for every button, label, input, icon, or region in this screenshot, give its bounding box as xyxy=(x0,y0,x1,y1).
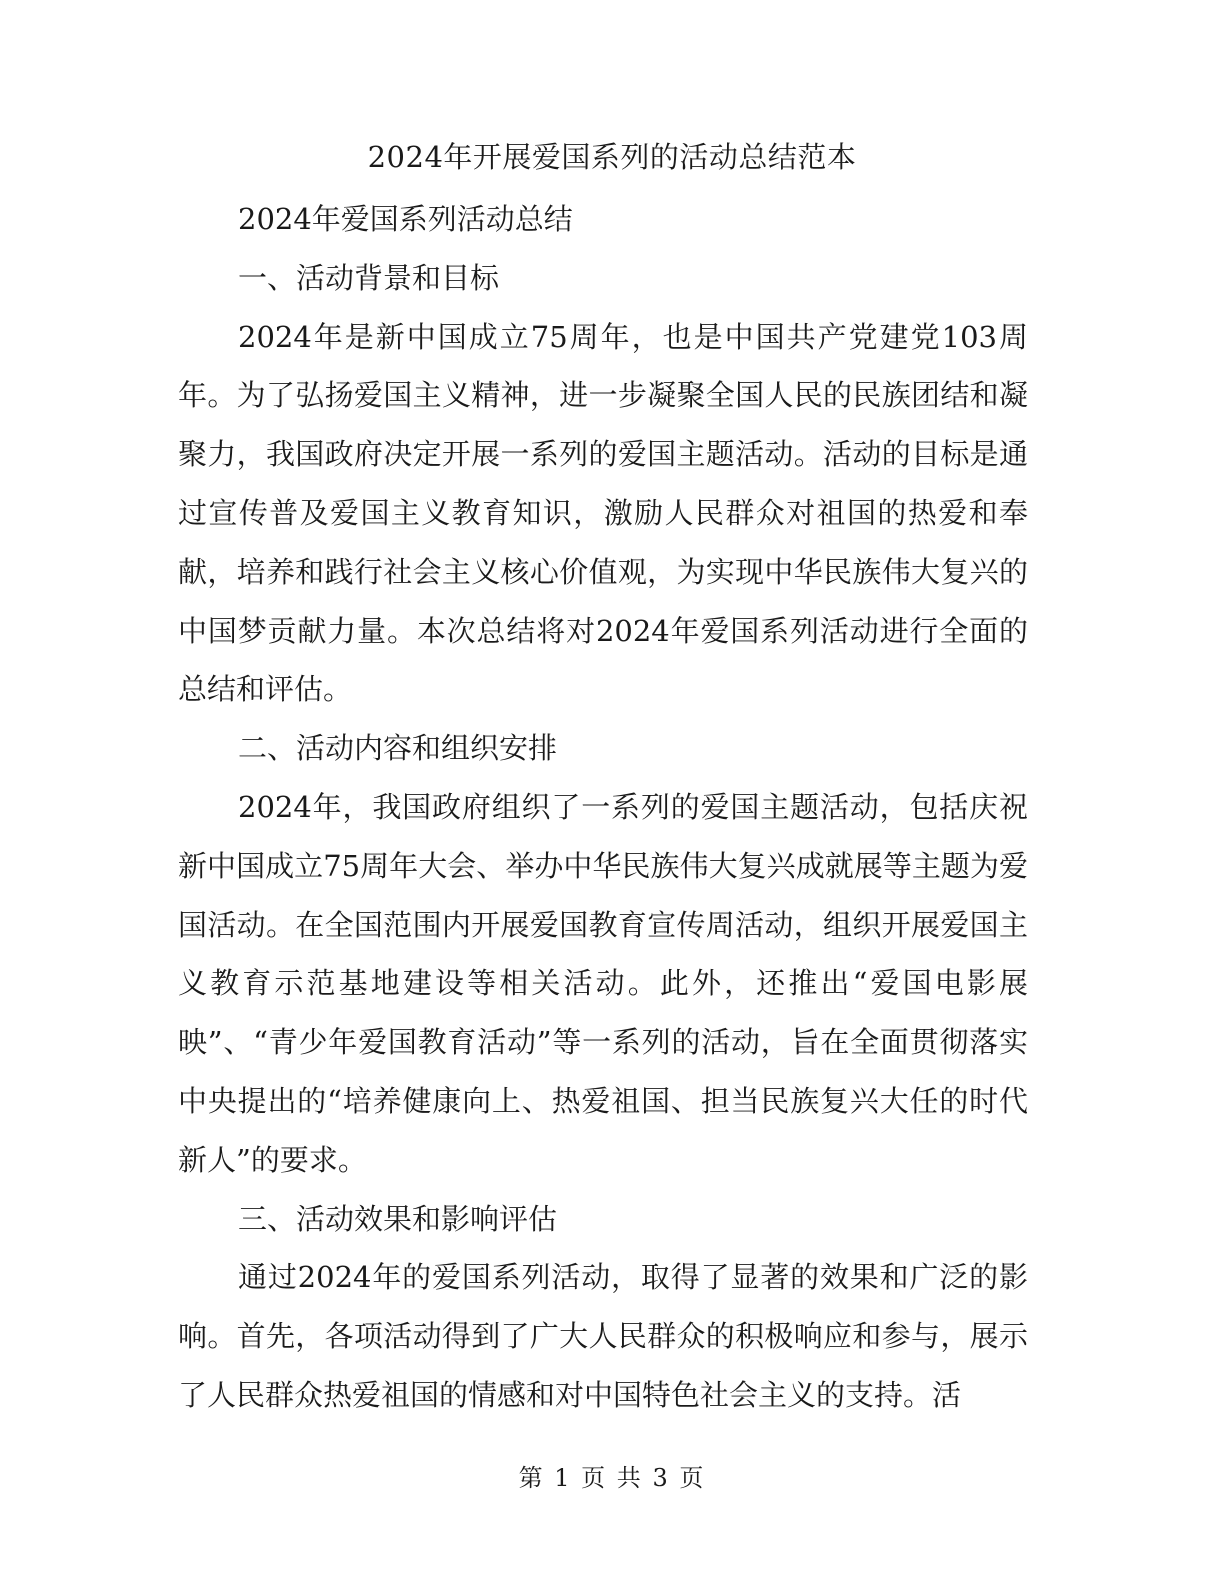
section-heading-1: 一、活动背景和目标 xyxy=(238,260,500,295)
section-heading-2: 二、活动内容和组织安排 xyxy=(238,731,558,766)
paragraph-content: 2024年，我国政府组织了一系列的爱国主题活动，包括庆祝新中国成立75周年大会、举办中华民族伟大复兴成就展等主题为爱国活动。在全国范围内开展爱国教育宣传周活动，组织开展爱国主义教育示范基地建设等相关活动。此外，还推出“爱国电影展映”、“青少年爱国教育活动”等一系列的活动，旨在全面贯彻落实中央提出的“培养健康向上、热爱祖国、担当民族复兴大任的时代新人”的要求。 xyxy=(178,789,1028,1177)
paragraph-background: 2024年是新中国成立75周年，也是中国共产党建党103周年。为了弘扬爱国主义精神，进一步凝聚全国人民的民族团结和凝聚力，我国政府决定开展一系列的爱国主题活动。活动的目标是通过宣传普及爱国主义教育知识，激励人民群众对祖国的热爱和奉献，培养和践行社会主义核心价值观，为实现中华民族伟大复兴的中国梦贡献力量。本次总结将对2024年爱国系列活动进行全面的总结和评估。 xyxy=(178,319,1028,707)
document-title: 2024年开展爱国系列的活动总结范本 xyxy=(367,140,857,174)
subtitle: 2024年爱国系列活动总结 xyxy=(238,202,573,236)
page-number: 第 1 页 共 3 页 xyxy=(518,1464,706,1492)
section-heading-3: 三、活动效果和影响评估 xyxy=(238,1201,558,1236)
paragraph-effect: 通过2024年的爱国系列活动，取得了显著的效果和广泛的影响。首先，各项活动得到了广大人民群众的积极响应和参与，展示了人民群众热爱祖国的情感和对中国特色社会主义的支持。活 xyxy=(178,1260,1028,1412)
document-body xyxy=(178,190,1028,1425)
